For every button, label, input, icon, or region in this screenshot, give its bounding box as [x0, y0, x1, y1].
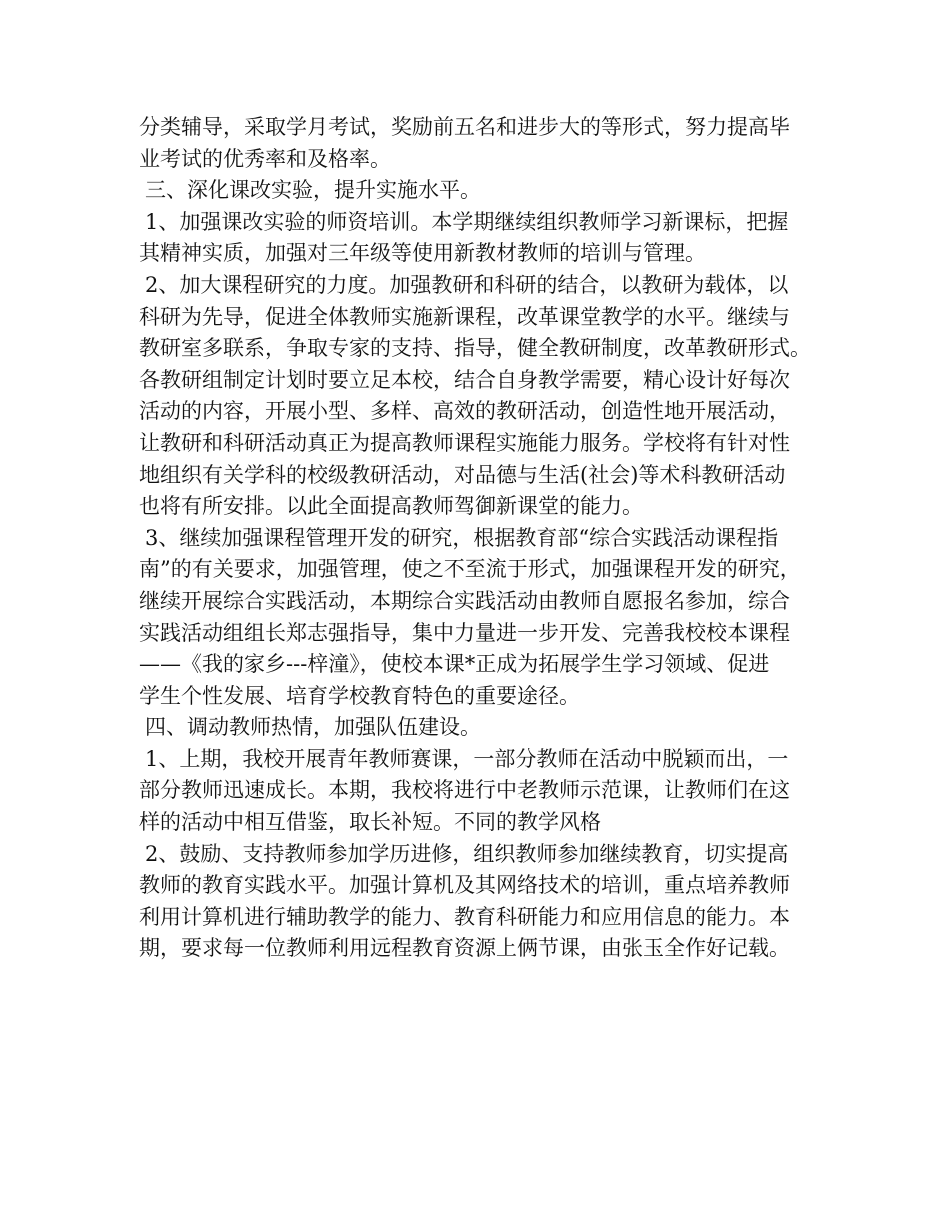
document-body: [139, 112, 829, 965]
text-line: 科研为先导，促进全体教师实施新课程，改革课堂教学的水平。继续与: [139, 304, 790, 329]
text-line: 1、上期，我校开展青年教师赛课，一部分教师在活动中脱颖而出，一: [145, 746, 789, 771]
text-line: 继续开展综合实践活动，本期综合实践活动由教师自愿报名参加，综合: [139, 588, 790, 613]
text-line: 业考试的优秀率和及格率。: [139, 146, 391, 171]
text-line: 也将有所安排。以此全面提高教师驾御新课堂的能力。: [139, 494, 643, 519]
text-line: 2、加大课程研究的力度。加强教研和科研的结合，以教研为载体，以: [145, 272, 789, 297]
text-line: 其精神实质，加强对三年级等使用新教材教师的培训与管理。: [139, 241, 706, 266]
text-line: 让教研和科研活动真正为提高教师课程实施能力服务。学校将有针对性: [139, 430, 790, 455]
text-line: 2、鼓励、支持教师参加学历进修，组织教师参加继续教育，切实提高: [145, 841, 789, 866]
text-line: 部分教师迅速成长。本期，我校将进行中老教师示范课，让教师们在这: [139, 778, 790, 803]
text-line: 活动的内容，开展小型、多样、高效的教研活动，创造性地开展活动，: [139, 399, 790, 424]
text-line: 教师的教育实践水平。加强计算机及其网络技术的培训，重点培养教师: [139, 873, 790, 898]
text-line: 地组织有关学科的校级教研活动，对品德与生活(社会)等术科教研活动: [139, 462, 786, 487]
text-line: 1、加强课改实验的师资培训。本学期继续组织教师学习新课标，把握: [145, 209, 789, 234]
text-line: 分类辅导，采取学月考试，奖励前五名和进步大的等形式，努力提高毕: [139, 115, 790, 139]
text-line: 期，要求每一位教师利用远程教育资源上俩节课，由张玉全作好记载。: [139, 936, 790, 961]
text-line: 教研室多联系，争取专家的支持、指导，健全教研制度，改革教研形式。: [139, 336, 811, 361]
section-heading: 三、深化课改实验，提升实施水平。: [145, 178, 481, 203]
text-line: 南”的有关要求，加强管理，使之不至流于形式，加强课程开发的研究，: [139, 557, 801, 582]
text-line: 实践活动组组长郑志强指导，集中力量进一步开发、完善我校校本课程: [139, 620, 790, 645]
text-line: 3、继续加强课程管理开发的研究，根据教育部“综合实践活动课程指: [145, 525, 779, 550]
text-line: 样的活动中相互借鉴，取长补短。不同的教学风格: [139, 810, 601, 835]
text-line: ——《我的家乡---梓潼》，使校本课*正成为拓展学生学习领域、促进: [139, 652, 770, 677]
section-heading: 四、调动教师热情，加强队伍建设。: [145, 715, 481, 740]
text-line: 学生个性发展、培育学校教育特色的重要途径。: [139, 683, 580, 708]
text-line: 利用计算机进行辅助教学的能力、教育科研能力和应用信息的能力。本: [139, 904, 790, 929]
text-line: 各教研组制定计划时要立足本校，结合自身教学需要，精心设计好每次: [139, 367, 790, 392]
